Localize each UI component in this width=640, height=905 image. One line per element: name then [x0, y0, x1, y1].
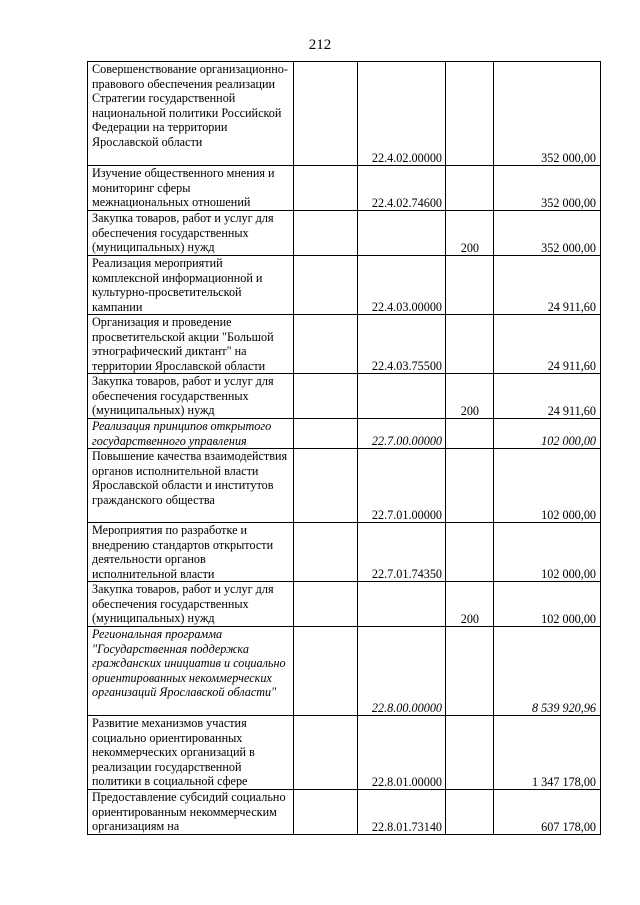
empty-cell [294, 716, 358, 790]
row-amount: 24 911,60 [494, 256, 601, 315]
row-name: Развитие механизмов участия социально ориентированных некоммерческих организаций в реализации государственной политики в социальной сфере [88, 716, 294, 790]
row-expense-type: 200 [446, 374, 494, 419]
table-row [88, 716, 601, 790]
row-name: Изучение общественного мнения и мониторинг сферы межнациональных отношений [88, 166, 294, 211]
row-amount: 352 000,00 [494, 166, 601, 211]
row-code: 22.4.03.75500 [358, 315, 446, 374]
empty-cell [294, 315, 358, 374]
row-expense-type [446, 256, 494, 315]
table-row [88, 62, 601, 166]
page-number: 212 [308, 37, 332, 53]
row-name: Организация и проведение просветительской акции "Большой этнографический диктант" на территории Ярославской области [88, 315, 294, 374]
table-row [88, 315, 601, 374]
table-row [88, 627, 601, 716]
row-amount: 352 000,00 [494, 211, 601, 256]
empty-cell [294, 419, 358, 449]
table-row [88, 166, 601, 211]
row-expense-type [446, 790, 494, 835]
table-row [88, 449, 601, 523]
row-code [358, 374, 446, 419]
empty-cell [294, 256, 358, 315]
table-row [88, 582, 601, 627]
row-name: Региональная программа "Государственная поддержка гражданских инициатив и социально ориентированных некоммерческих организаций Ярославской области" [88, 627, 294, 716]
row-code: 22.4.02.00000 [358, 62, 446, 166]
row-amount: 102 000,00 [494, 582, 601, 627]
table-row [88, 374, 601, 419]
row-amount: 102 000,00 [494, 449, 601, 523]
row-amount: 1 347 178,00 [494, 716, 601, 790]
row-code: 22.7.01.00000 [358, 449, 446, 523]
empty-cell [294, 627, 358, 716]
row-expense-type [446, 419, 494, 449]
row-amount: 352 000,00 [494, 62, 601, 166]
row-expense-type [446, 449, 494, 523]
budget-table [87, 61, 601, 835]
empty-cell [294, 211, 358, 256]
row-code: 22.4.02.74600 [358, 166, 446, 211]
row-name: Повышение качества взаимодействия органов исполнительной власти Ярославской области и институтов гражданского общества [88, 449, 294, 523]
row-name: Закупка товаров, работ и услуг для обеспечения государственных (муниципальных) нужд [88, 582, 294, 627]
row-expense-type [446, 716, 494, 790]
row-expense-type [446, 62, 494, 166]
row-name: Реализация мероприятий комплексной информационной и культурно-просветительской кампании [88, 256, 294, 315]
row-expense-type: 200 [446, 211, 494, 256]
row-name: Закупка товаров, работ и услуг для обеспечения государственных (муниципальных) нужд [88, 374, 294, 419]
table-row [88, 256, 601, 315]
row-name: Предоставление субсидий социально ориентированным некоммерческим организациям на [88, 790, 294, 835]
table-row [88, 790, 601, 835]
row-amount: 607 178,00 [494, 790, 601, 835]
row-name: Совершенствование организационно-правового обеспечения реализации Стратегии государственной национальной политики Российской Федерации на территории Ярославской области [88, 62, 294, 166]
row-expense-type [446, 315, 494, 374]
row-code: 22.7.01.74350 [358, 523, 446, 582]
row-name: Реализация принципов открытого государственного управления [88, 419, 294, 449]
row-amount: 24 911,60 [494, 374, 601, 419]
table-row [88, 211, 601, 256]
row-amount: 102 000,00 [494, 523, 601, 582]
empty-cell [294, 523, 358, 582]
row-name: Мероприятия по разработке и внедрению стандартов открытости деятельности органов исполнительной власти [88, 523, 294, 582]
row-name: Закупка товаров, работ и услуг для обеспечения государственных (муниципальных) нужд [88, 211, 294, 256]
row-amount: 24 911,60 [494, 315, 601, 374]
empty-cell [294, 166, 358, 211]
row-code: 22.7.00.00000 [358, 419, 446, 449]
row-code [358, 582, 446, 627]
row-expense-type [446, 166, 494, 211]
empty-cell [294, 374, 358, 419]
table-row [88, 523, 601, 582]
row-expense-type: 200 [446, 582, 494, 627]
table-row [88, 419, 601, 449]
empty-cell [294, 790, 358, 835]
empty-cell [294, 449, 358, 523]
row-code: 22.8.00.00000 [358, 627, 446, 716]
row-expense-type [446, 627, 494, 716]
row-amount: 8 539 920,96 [494, 627, 601, 716]
row-code: 22.8.01.73140 [358, 790, 446, 835]
row-code: 22.4.03.00000 [358, 256, 446, 315]
row-code: 22.8.01.00000 [358, 716, 446, 790]
empty-cell [294, 62, 358, 166]
row-amount: 102 000,00 [494, 419, 601, 449]
row-code [358, 211, 446, 256]
empty-cell [294, 582, 358, 627]
row-expense-type [446, 523, 494, 582]
